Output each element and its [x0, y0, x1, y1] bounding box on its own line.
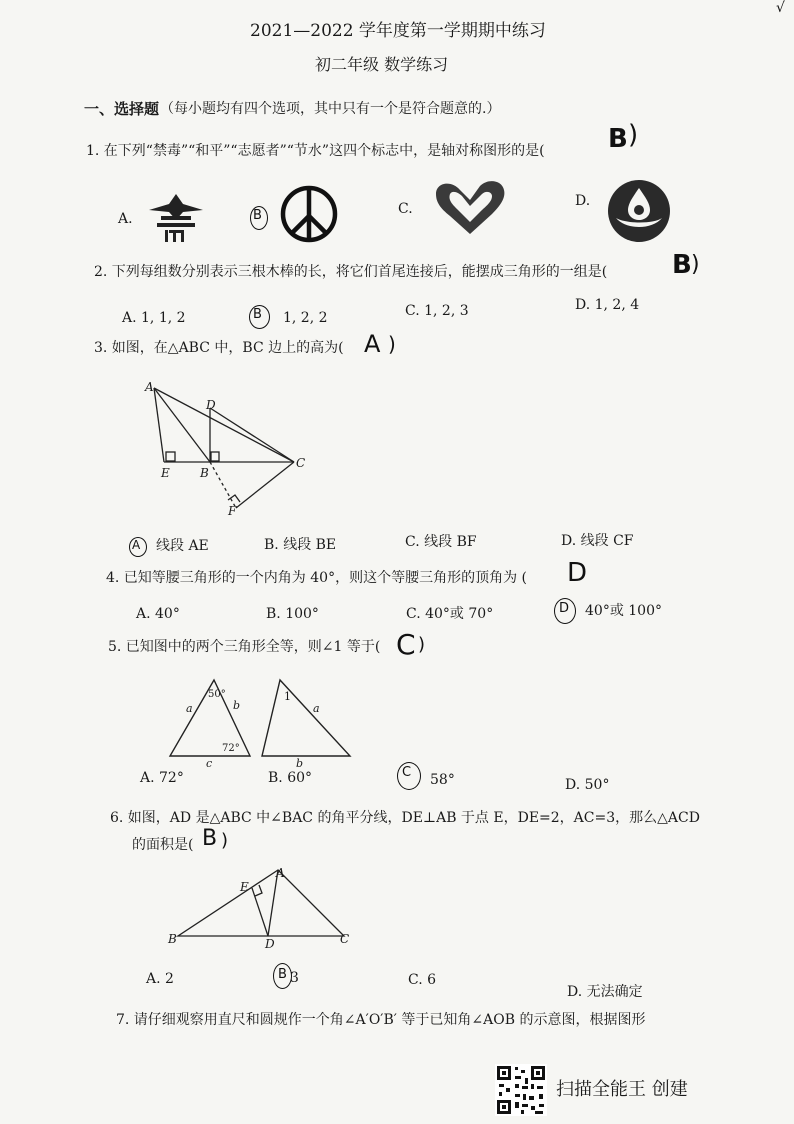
q5-option-c: C [402, 765, 412, 780]
question-2-close: ) [691, 252, 700, 277]
question-1-stem: 1. 在下列“禁毒”“和平”“志愿者”“节水”这四个标志中，是轴对称图形的是( [86, 143, 545, 159]
question-6-close: ) [221, 830, 229, 851]
question-4-answer: D [567, 558, 588, 588]
q6-option-d: D. 无法确定 [567, 984, 643, 1000]
q3-label-a: A [145, 380, 154, 394]
q3-option-a-text: 线段 AE [156, 538, 209, 554]
watermark-text: 扫描全能王 创建 [556, 1079, 688, 1100]
q2-option-c: C. 1, 2, 3 [405, 303, 469, 319]
q4-option-b: B. 100° [266, 606, 319, 622]
q6-label-e: E [240, 880, 249, 894]
question-3-close: ) [388, 332, 396, 356]
question-5-answer: C [396, 628, 416, 661]
q5-angle-72: 72° [222, 743, 240, 754]
q3-option-a: A [132, 538, 141, 552]
question-4-stem: 4. 已知等腰三角形的一个内角为 40°，则这个等腰三角形的顶角为 ( [106, 570, 527, 586]
q3-option-c: C. 线段 BF [405, 534, 477, 550]
q4-option-d-text: 40°或 100° [585, 603, 662, 619]
section-note: （每小题均有四个选项，其中只有一个是符合题意的.） [160, 101, 501, 117]
q5-side-a2: a [313, 702, 320, 715]
q6-triangle-figure [176, 866, 352, 942]
q5-side-c: c [206, 757, 213, 770]
corner-mark: √ [776, 0, 785, 16]
section-title: 一、选择题 [84, 100, 160, 118]
page-title: 2021—2022 学年度第一学期期中练习 [250, 21, 546, 41]
q3-label-d: D [206, 398, 216, 412]
question-7-stem: 7. 请仔细观察用直尺和圆规作一个角∠A′O′B′ 等于已知角∠AOB 的示意图，根据图形 [116, 1012, 646, 1028]
page-subtitle: 初二年级 数学练习 [315, 55, 449, 74]
q5-option-a: A. 72° [140, 770, 184, 786]
question-6-answer: B [202, 826, 218, 851]
drug-ban-logo-icon [147, 192, 205, 244]
q5-option-d: D. 50° [565, 777, 610, 793]
q5-option-b: B. 60° [268, 770, 313, 786]
q5-angle-1: 1 [284, 690, 291, 703]
q1-option-a: A. [118, 211, 133, 227]
question-5-close: ) [418, 634, 426, 655]
q3-label-f: F [228, 504, 237, 518]
question-6-stem-line2: 的面积是( [132, 837, 194, 853]
q6-label-a: A [276, 866, 285, 880]
peace-symbol-icon [279, 184, 339, 244]
q5-angle-50: 50° [208, 689, 226, 700]
question-5-stem: 5. 已知图中的两个三角形全等，则∠1 等于( [108, 639, 381, 655]
q6-option-b-text: 3 [290, 970, 299, 986]
q6-option-c: C. 6 [408, 972, 437, 988]
q6-label-b: B [168, 932, 177, 946]
q4-option-a: A. 40° [136, 606, 180, 622]
q5-side-b2: b [296, 757, 304, 770]
question-6-stem: 6. 如图，AD 是△ABC 中∠BAC 的角平分线，DE⊥AB 于点 E，DE=2，AC=3，那么△ACD [110, 810, 700, 826]
q2-option-b-text: 1, 2, 2 [283, 310, 328, 326]
question-1-answer: B [608, 124, 628, 154]
q3-option-d: D. 线段 CF [561, 533, 634, 549]
q2-option-a: A. 1, 1, 2 [122, 310, 186, 326]
q5-triangles-figure [168, 676, 356, 762]
question-2-stem: 2. 下列每组数分别表示三根木棒的长，将它们首尾连接后，能摆成三角形的一组是( [94, 264, 608, 280]
q5-side-a: a [186, 702, 193, 715]
q3-option-b: B. 线段 BE [264, 537, 337, 553]
q4-option-c: C. 40°或 70° [406, 606, 494, 622]
q6-label-d: D [265, 937, 275, 951]
q6-option-a: A. 2 [146, 971, 174, 987]
q1-option-b: B [253, 208, 262, 223]
q2-option-d: D. 1, 2, 4 [575, 297, 640, 313]
q1-option-c: C. [398, 201, 413, 217]
q3-label-b: B [200, 466, 209, 480]
question-3-answer: A [364, 330, 381, 358]
q5-option-c-text: 58° [430, 772, 455, 788]
question-2-answer: B [672, 250, 692, 280]
qr-code-icon [495, 1064, 547, 1116]
q3-label-e: E [161, 466, 170, 480]
water-saving-logo-icon [606, 178, 672, 244]
question-3-stem: 3. 如图，在△ABC 中，BC 边上的高为( [94, 340, 344, 356]
question-1-close: ) [628, 120, 639, 150]
q3-label-c: C [296, 456, 306, 470]
q6-label-c: C [340, 932, 350, 946]
q6-option-b: B [278, 967, 287, 982]
q1-option-d: D. [575, 193, 591, 209]
q2-option-b: B [253, 307, 262, 322]
q5-side-b: b [233, 699, 241, 712]
volunteer-heart-logo-icon [430, 176, 510, 240]
q4-option-d: D [559, 601, 570, 616]
